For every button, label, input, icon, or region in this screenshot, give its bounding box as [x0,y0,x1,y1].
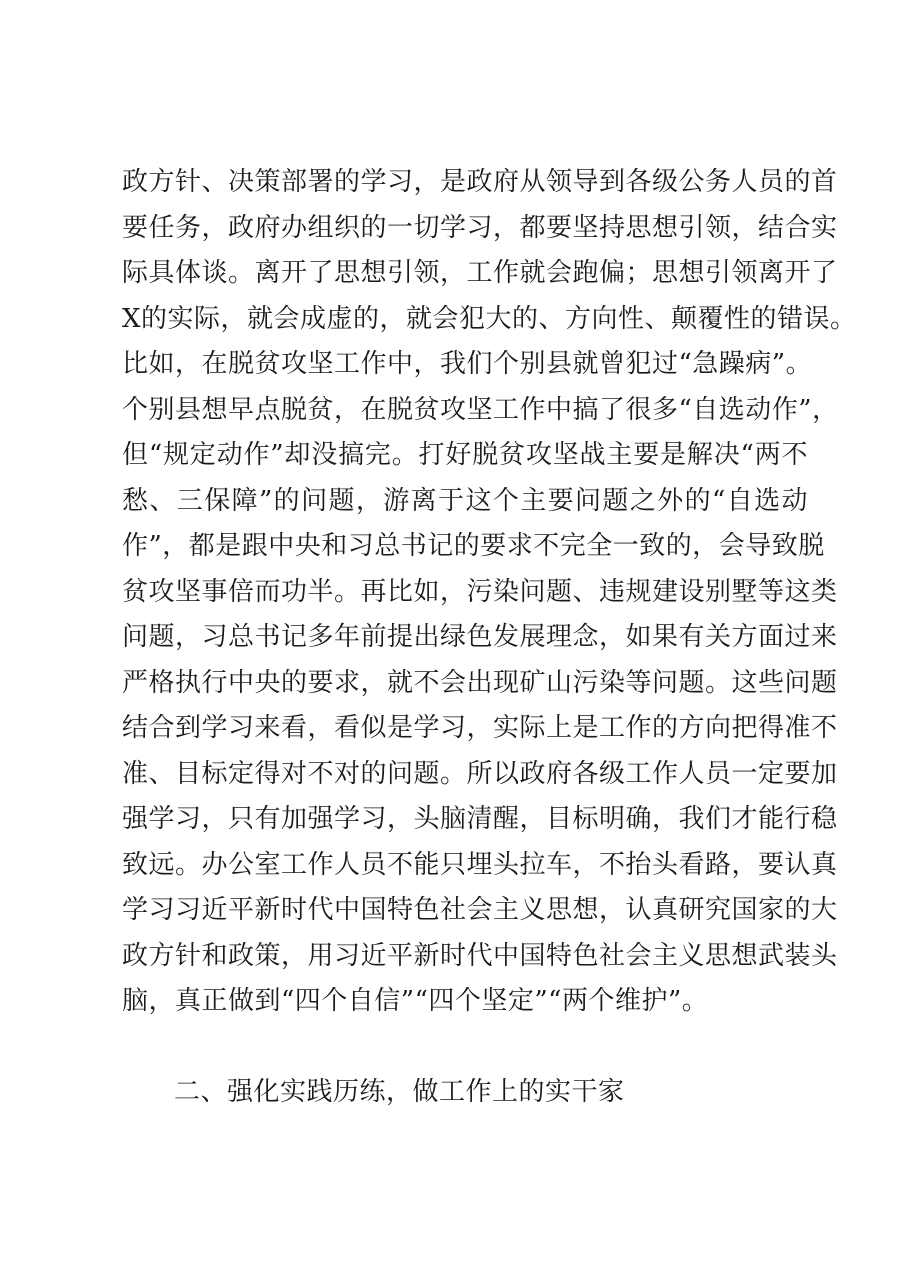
paragraph-line: 结合到学习来看，看似是学习，实际上是工作的方向把得准不 [122,713,838,743]
paragraph-line: 准、目标定得对不对的问题。所以政府各级工作人员一定要加 [122,758,838,789]
paragraph-line: 问题，习总书记多年前提出绿色发展理念，如果有关方面过来 [122,622,838,652]
paragraph-line: 要任务，政府办组织的一切学习，都要坚持思想引领，结合实 [122,212,838,243]
paragraph-line: 贫攻坚事倍而功半。再比如，污染问题、违规建设别墅等这类 [122,576,838,607]
paragraph-line: 比如，在脱贫攻坚工作中，我们个别县就曾犯过“急躁病”。 [122,349,813,379]
paragraph-line: 作”，都是跟中央和习总书记的要求不完全一致的，会导致脱 [122,531,825,561]
paragraph-line: 际具体谈。离开了思想引领，工作就会跑偏；思想引领离开了 [122,258,838,288]
section-heading: 二、强化实践历练，做工作上的实干家 [174,1077,625,1107]
paragraph-line: 政方针和政策，用习近平新时代中国特色社会主义思想武装头 [122,940,838,971]
paragraph-line: 致远。办公室工作人员不能只埋头拉车，不抬头看路，要认真 [122,849,838,880]
paragraph-line: 政方针、决策部署的学习，是政府从领导到各级公务人员的首 [122,167,838,197]
paragraph-line: 个别县想早点脱贫，在脱贫攻坚工作中搞了很多“自选动作”， [122,394,839,425]
body-paragraph [122,160,857,1025]
paragraph-line: 严格执行中央的要求，就不会出现矿山污染等问题。这些问题 [122,667,838,698]
paragraph-line: 脑，真正做到“四个自信”“四个坚定”“两个维护”。 [122,986,709,1016]
paragraph-line: 但“规定动作”却没搞完。打好脱贫攻坚战主要是解决“两不 [122,440,808,470]
paragraph-line: 学习习近平新时代中国特色社会主义思想，认真研究国家的大 [122,895,838,925]
paragraph-line: 强学习，只有加强学习，头脑清醒，目标明确，我们才能行稳 [122,804,838,834]
paragraph-line: 愁、三保障”的问题，游离于这个主要问题之外的“自选动 [122,485,808,516]
paragraph-line: X的实际，就会成虚的，就会犯大的、方向性、颠覆性的错误。 [122,303,857,334]
